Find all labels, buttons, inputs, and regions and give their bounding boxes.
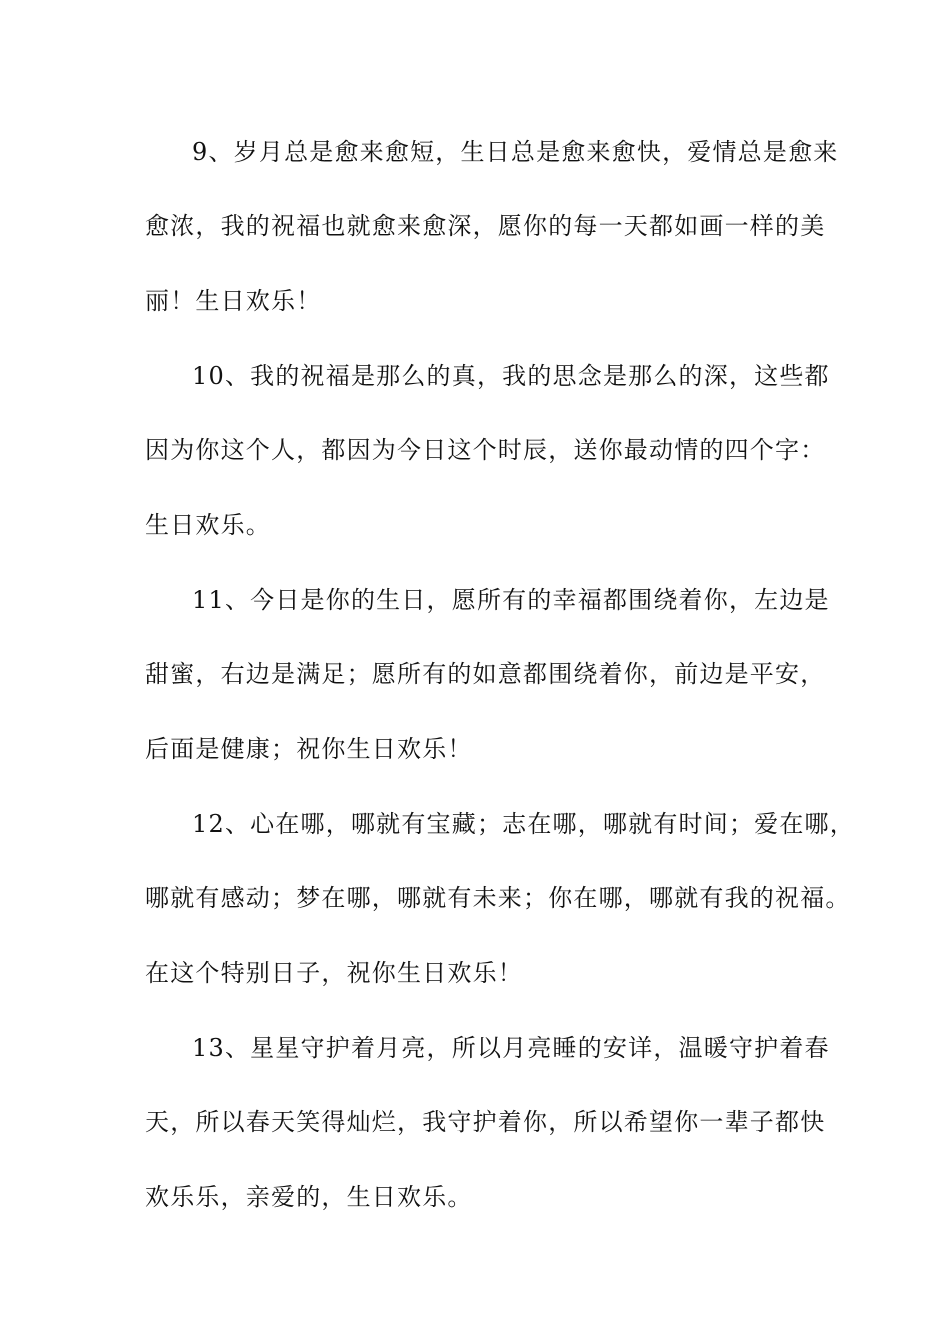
text-line: 在这个特别日子，祝你生日欢乐！ — [145, 959, 523, 987]
text-line: 13、星星守护着月亮，所以月亮睡的安详，温暖守护着春 — [192, 1034, 830, 1062]
text-line: 甜蜜，右边是满足；愿所有的如意都围绕着你，前边是平安， — [145, 660, 826, 688]
text-line: 天，所以春天笑得灿烂，我守护着你，所以希望你一辈子都快 — [145, 1108, 826, 1136]
text-line: 哪就有感动；梦在哪，哪就有未来；你在哪，哪就有我的祝福。 — [145, 884, 851, 912]
text-line: 12、心在哪，哪就有宝藏；志在哪，哪就有时间；爱在哪， — [192, 810, 855, 838]
text-line: 愈浓，我的祝福也就愈来愈深，愿你的每一天都如画一样的美 — [145, 212, 826, 240]
text-line: 后面是健康；祝你生日欢乐！ — [145, 735, 473, 763]
text-line: 9、岁月总是愈来愈短，生日总是愈来愈快，爱情总是愈来 — [192, 138, 839, 166]
text-line: 11、今日是你的生日，愿所有的幸福都围绕着你，左边是 — [192, 586, 830, 614]
text-line: 丽！生日欢乐！ — [145, 287, 322, 315]
text-line: 因为你这个人，都因为今日这个时辰，送你最动情的四个字： — [145, 436, 826, 464]
text-line: 生日欢乐。 — [145, 511, 271, 539]
text-line: 欢乐乐，亲爱的，生日欢乐。 — [145, 1183, 473, 1211]
text-line: 10、我的祝福是那么的真，我的思念是那么的深，这些都 — [192, 362, 830, 390]
